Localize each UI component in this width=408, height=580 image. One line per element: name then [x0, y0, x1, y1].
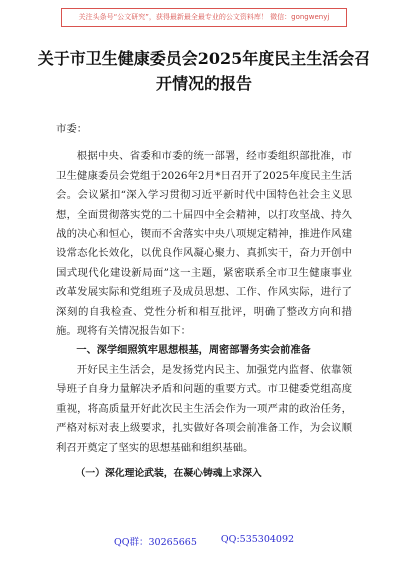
section-heading-1: 一、深学细照筑牢思想根基，周密部署务实会前准备: [76, 345, 311, 357]
footer-contact: [0, 534, 408, 548]
document-title: 关于市卫生健康委员会2025年度民主生活会召开情况的报告: [37, 49, 371, 93]
paragraph-intro: 根据中央、省委和市委的统一部署，经市委组织部批准，市卫生健康委员会党组于2026年2月*日召开了2025年度民主生活会。会议紧扣“深入学习贯彻习近平新时代中国特色社会主义思想，全面贯彻落实党的二十届四中全会精神，以打攻坚战、持久战的决心和恒心，锲而不舍落实中央八项规定精神，推进作风建设常态化长效化，以优良作风凝心聚力、真抓实干，奋力开创中国式现代化建设新局面”这一主题，紧密联系全市卫生健康事业改革发展实际和党组班子及成员思想、工作、作风实际，进行了深刻的自我检查、党性分析和相互批评，明确了整改方向和措施。现将有关情况报告如下：: [56, 150, 352, 338]
promo-banner: 关注头条号“公文研究”，获得最新最全最专业的公文资料库！ 微信：gongwenyj: [61, 8, 347, 27]
paragraph-section-1: 开好民主生活会，是发扬党内民主、加强党内监督、依靠领导班子自身力量解决矛盾和问题的重要方式。市卫健委党组高度重视，将高质量开好此次民主生活会作为一项严肃的政治任务，严格对标对表上级要求，扎实做好各项会前准备工作，为会议顺利召开奠定了坚实的思想基础和组织基础。: [56, 363, 352, 454]
footer-qq-group: QQ群：30265665: [113, 537, 197, 548]
subsection-heading-1: （一）深化理论武装，在凝心铸魂上求深入: [75, 467, 262, 479]
salutation: 市委：: [56, 123, 88, 135]
footer-qq: QQ:535304092: [220, 534, 295, 545]
document-body: [56, 120, 352, 483]
